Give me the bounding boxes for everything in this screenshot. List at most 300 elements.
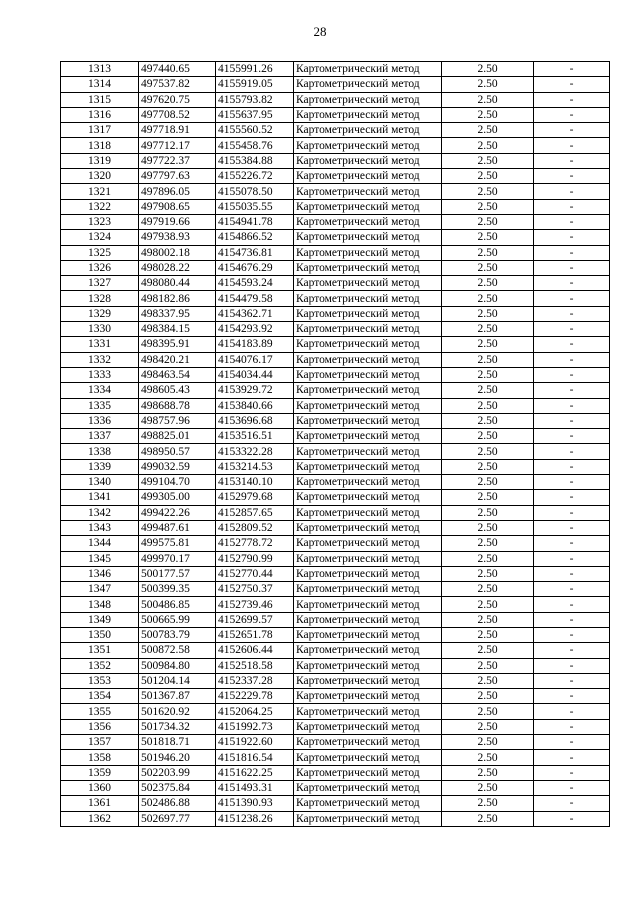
note-cell: - [534, 673, 610, 688]
point-number-cell: 1325 [61, 245, 139, 260]
point-number-cell: 1319 [61, 153, 139, 168]
x-coordinate-cell: 501946.20 [139, 750, 216, 765]
table-row [61, 153, 610, 168]
x-coordinate-cell: 501818.71 [139, 735, 216, 750]
y-coordinate-cell: 4153929.72 [216, 383, 294, 398]
x-coordinate-cell: 502486.88 [139, 796, 216, 811]
table-row [61, 383, 610, 398]
point-number-cell: 1360 [61, 780, 139, 795]
y-coordinate-cell: 4151493.31 [216, 780, 294, 795]
x-coordinate-cell: 497708.52 [139, 107, 216, 122]
accuracy-cell: 2.50 [442, 306, 534, 321]
x-coordinate-cell: 497896.05 [139, 184, 216, 199]
table-row [61, 490, 610, 505]
table-row [61, 582, 610, 597]
table-row [61, 459, 610, 474]
x-coordinate-cell: 502375.84 [139, 780, 216, 795]
table-row [61, 780, 610, 795]
accuracy-cell: 2.50 [442, 612, 534, 627]
method-cell: Картометрический метод [294, 260, 442, 275]
coordinates-table-body [61, 62, 610, 827]
table-row [61, 796, 610, 811]
method-cell: Картометрический метод [294, 199, 442, 214]
note-cell: - [534, 811, 610, 826]
x-coordinate-cell: 500486.85 [139, 597, 216, 612]
accuracy-cell: 2.50 [442, 138, 534, 153]
point-number-cell: 1358 [61, 750, 139, 765]
note-cell: - [534, 429, 610, 444]
point-number-cell: 1324 [61, 230, 139, 245]
y-coordinate-cell: 4151622.25 [216, 765, 294, 780]
method-cell: Картометрический метод [294, 673, 442, 688]
x-coordinate-cell: 501204.14 [139, 673, 216, 688]
method-cell: Картометрический метод [294, 627, 442, 642]
point-number-cell: 1361 [61, 796, 139, 811]
y-coordinate-cell: 4155793.82 [216, 92, 294, 107]
note-cell: - [534, 367, 610, 382]
accuracy-cell: 2.50 [442, 505, 534, 520]
y-coordinate-cell: 4152229.78 [216, 689, 294, 704]
table-row [61, 62, 610, 77]
table-row [61, 811, 610, 826]
y-coordinate-cell: 4152064.25 [216, 704, 294, 719]
table-row [61, 658, 610, 673]
accuracy-cell: 2.50 [442, 536, 534, 551]
note-cell: - [534, 459, 610, 474]
accuracy-cell: 2.50 [442, 245, 534, 260]
accuracy-cell: 2.50 [442, 367, 534, 382]
method-cell: Картометрический метод [294, 582, 442, 597]
note-cell: - [534, 153, 610, 168]
x-coordinate-cell: 500177.57 [139, 566, 216, 581]
x-coordinate-cell: 499305.00 [139, 490, 216, 505]
method-cell: Картометрический метод [294, 566, 442, 581]
accuracy-cell: 2.50 [442, 597, 534, 612]
note-cell: - [534, 199, 610, 214]
note-cell: - [534, 520, 610, 535]
x-coordinate-cell: 498605.43 [139, 383, 216, 398]
point-number-cell: 1315 [61, 92, 139, 107]
y-coordinate-cell: 4154076.17 [216, 352, 294, 367]
method-cell: Картометрический метод [294, 352, 442, 367]
y-coordinate-cell: 4154736.81 [216, 245, 294, 260]
coordinates-table [60, 61, 610, 827]
method-cell: Картометрический метод [294, 444, 442, 459]
table-row [61, 337, 610, 352]
note-cell: - [534, 551, 610, 566]
x-coordinate-cell: 498080.44 [139, 276, 216, 291]
table-row [61, 505, 610, 520]
note-cell: - [534, 214, 610, 229]
table-row [61, 551, 610, 566]
note-cell: - [534, 413, 610, 428]
point-number-cell: 1335 [61, 398, 139, 413]
y-coordinate-cell: 4153840.66 [216, 398, 294, 413]
y-coordinate-cell: 4154362.71 [216, 306, 294, 321]
y-coordinate-cell: 4152606.44 [216, 643, 294, 658]
y-coordinate-cell: 4154593.24 [216, 276, 294, 291]
x-coordinate-cell: 497620.75 [139, 92, 216, 107]
method-cell: Картометрический метод [294, 612, 442, 627]
accuracy-cell: 2.50 [442, 551, 534, 566]
note-cell: - [534, 62, 610, 77]
accuracy-cell: 2.50 [442, 169, 534, 184]
point-number-cell: 1354 [61, 689, 139, 704]
point-number-cell: 1332 [61, 352, 139, 367]
table-row [61, 123, 610, 138]
method-cell: Картометрический метод [294, 551, 442, 566]
point-number-cell: 1328 [61, 291, 139, 306]
point-number-cell: 1343 [61, 520, 139, 535]
y-coordinate-cell: 4154293.92 [216, 322, 294, 337]
table-row [61, 184, 610, 199]
y-coordinate-cell: 4153516.51 [216, 429, 294, 444]
point-number-cell: 1340 [61, 475, 139, 490]
x-coordinate-cell: 499487.61 [139, 520, 216, 535]
note-cell: - [534, 230, 610, 245]
note-cell: - [534, 322, 610, 337]
x-coordinate-cell: 501367.87 [139, 689, 216, 704]
note-cell: - [534, 444, 610, 459]
table-row [61, 352, 610, 367]
point-number-cell: 1342 [61, 505, 139, 520]
note-cell: - [534, 597, 610, 612]
method-cell: Картометрический метод [294, 796, 442, 811]
y-coordinate-cell: 4151816.54 [216, 750, 294, 765]
x-coordinate-cell: 497797.63 [139, 169, 216, 184]
x-coordinate-cell: 498028.22 [139, 260, 216, 275]
note-cell: - [534, 627, 610, 642]
y-coordinate-cell: 4152750.37 [216, 582, 294, 597]
table-row [61, 77, 610, 92]
point-number-cell: 1349 [61, 612, 139, 627]
point-number-cell: 1333 [61, 367, 139, 382]
accuracy-cell: 2.50 [442, 475, 534, 490]
table-row [61, 322, 610, 337]
accuracy-cell: 2.50 [442, 322, 534, 337]
table-row [61, 475, 610, 490]
table-row [61, 597, 610, 612]
method-cell: Картометрический метод [294, 536, 442, 551]
method-cell: Картометрический метод [294, 597, 442, 612]
note-cell: - [534, 92, 610, 107]
y-coordinate-cell: 4154941.78 [216, 214, 294, 229]
note-cell: - [534, 536, 610, 551]
point-number-cell: 1317 [61, 123, 139, 138]
method-cell: Картометрический метод [294, 306, 442, 321]
point-number-cell: 1320 [61, 169, 139, 184]
x-coordinate-cell: 499970.17 [139, 551, 216, 566]
accuracy-cell: 2.50 [442, 398, 534, 413]
point-number-cell: 1341 [61, 490, 139, 505]
point-number-cell: 1339 [61, 459, 139, 474]
note-cell: - [534, 566, 610, 581]
y-coordinate-cell: 4154183.89 [216, 337, 294, 352]
x-coordinate-cell: 499104.70 [139, 475, 216, 490]
method-cell: Картометрический метод [294, 245, 442, 260]
method-cell: Картометрический метод [294, 138, 442, 153]
note-cell: - [534, 582, 610, 597]
table-row [61, 398, 610, 413]
note-cell: - [534, 658, 610, 673]
point-number-cell: 1326 [61, 260, 139, 275]
accuracy-cell: 2.50 [442, 796, 534, 811]
point-number-cell: 1330 [61, 322, 139, 337]
method-cell: Картометрический метод [294, 520, 442, 535]
method-cell: Картометрический метод [294, 658, 442, 673]
y-coordinate-cell: 4153696.68 [216, 413, 294, 428]
y-coordinate-cell: 4151390.93 [216, 796, 294, 811]
point-number-cell: 1334 [61, 383, 139, 398]
table-row [61, 643, 610, 658]
table-row [61, 199, 610, 214]
method-cell: Картометрический метод [294, 92, 442, 107]
point-number-cell: 1352 [61, 658, 139, 673]
table-row [61, 413, 610, 428]
table-row [61, 750, 610, 765]
accuracy-cell: 2.50 [442, 92, 534, 107]
point-number-cell: 1321 [61, 184, 139, 199]
point-number-cell: 1336 [61, 413, 139, 428]
accuracy-cell: 2.50 [442, 643, 534, 658]
x-coordinate-cell: 498395.91 [139, 337, 216, 352]
note-cell: - [534, 475, 610, 490]
accuracy-cell: 2.50 [442, 582, 534, 597]
x-coordinate-cell: 500399.35 [139, 582, 216, 597]
point-number-cell: 1313 [61, 62, 139, 77]
note-cell: - [534, 765, 610, 780]
method-cell: Картометрический метод [294, 765, 442, 780]
point-number-cell: 1318 [61, 138, 139, 153]
method-cell: Картометрический метод [294, 123, 442, 138]
table-row [61, 367, 610, 382]
y-coordinate-cell: 4151238.26 [216, 811, 294, 826]
method-cell: Картометрический метод [294, 413, 442, 428]
accuracy-cell: 2.50 [442, 337, 534, 352]
accuracy-cell: 2.50 [442, 765, 534, 780]
y-coordinate-cell: 4155919.05 [216, 77, 294, 92]
x-coordinate-cell: 498757.96 [139, 413, 216, 428]
method-cell: Картометрический метод [294, 153, 442, 168]
table-row [61, 260, 610, 275]
table-row [61, 765, 610, 780]
method-cell: Картометрический метод [294, 276, 442, 291]
method-cell: Картометрический метод [294, 214, 442, 229]
method-cell: Картометрический метод [294, 398, 442, 413]
note-cell: - [534, 138, 610, 153]
method-cell: Картометрический метод [294, 689, 442, 704]
y-coordinate-cell: 4152770.44 [216, 566, 294, 581]
point-number-cell: 1344 [61, 536, 139, 551]
point-number-cell: 1347 [61, 582, 139, 597]
note-cell: - [534, 796, 610, 811]
accuracy-cell: 2.50 [442, 383, 534, 398]
note-cell: - [534, 750, 610, 765]
table-row [61, 276, 610, 291]
method-cell: Картометрический метод [294, 719, 442, 734]
accuracy-cell: 2.50 [442, 276, 534, 291]
accuracy-cell: 2.50 [442, 77, 534, 92]
y-coordinate-cell: 4152979.68 [216, 490, 294, 505]
method-cell: Картометрический метод [294, 383, 442, 398]
method-cell: Картометрический метод [294, 337, 442, 352]
note-cell: - [534, 260, 610, 275]
table-row [61, 536, 610, 551]
y-coordinate-cell: 4154479.58 [216, 291, 294, 306]
table-row [61, 566, 610, 581]
table-row [61, 673, 610, 688]
x-coordinate-cell: 498337.95 [139, 306, 216, 321]
point-number-cell: 1331 [61, 337, 139, 352]
x-coordinate-cell: 502203.99 [139, 765, 216, 780]
y-coordinate-cell: 4155991.26 [216, 62, 294, 77]
x-coordinate-cell: 499422.26 [139, 505, 216, 520]
y-coordinate-cell: 4153214.53 [216, 459, 294, 474]
method-cell: Картометрический метод [294, 643, 442, 658]
point-number-cell: 1322 [61, 199, 139, 214]
point-number-cell: 1362 [61, 811, 139, 826]
method-cell: Картометрический метод [294, 735, 442, 750]
x-coordinate-cell: 498950.57 [139, 444, 216, 459]
table-row [61, 214, 610, 229]
accuracy-cell: 2.50 [442, 673, 534, 688]
x-coordinate-cell: 498420.21 [139, 352, 216, 367]
accuracy-cell: 2.50 [442, 735, 534, 750]
accuracy-cell: 2.50 [442, 62, 534, 77]
note-cell: - [534, 505, 610, 520]
table-row [61, 520, 610, 535]
note-cell: - [534, 169, 610, 184]
x-coordinate-cell: 498688.78 [139, 398, 216, 413]
y-coordinate-cell: 4152651.78 [216, 627, 294, 642]
x-coordinate-cell: 500783.79 [139, 627, 216, 642]
y-coordinate-cell: 4152739.46 [216, 597, 294, 612]
note-cell: - [534, 643, 610, 658]
method-cell: Картометрический метод [294, 475, 442, 490]
method-cell: Картометрический метод [294, 811, 442, 826]
table-row [61, 704, 610, 719]
note-cell: - [534, 398, 610, 413]
method-cell: Картометрический метод [294, 184, 442, 199]
x-coordinate-cell: 500984.80 [139, 658, 216, 673]
method-cell: Картометрический метод [294, 77, 442, 92]
method-cell: Картометрический метод [294, 750, 442, 765]
point-number-cell: 1350 [61, 627, 139, 642]
accuracy-cell: 2.50 [442, 704, 534, 719]
y-coordinate-cell: 4154866.52 [216, 230, 294, 245]
table-row [61, 689, 610, 704]
x-coordinate-cell: 498384.15 [139, 322, 216, 337]
table-row [61, 245, 610, 260]
accuracy-cell: 2.50 [442, 107, 534, 122]
note-cell: - [534, 276, 610, 291]
x-coordinate-cell: 497718.91 [139, 123, 216, 138]
note-cell: - [534, 245, 610, 260]
table-row [61, 107, 610, 122]
point-number-cell: 1357 [61, 735, 139, 750]
accuracy-cell: 2.50 [442, 123, 534, 138]
x-coordinate-cell: 501620.92 [139, 704, 216, 719]
accuracy-cell: 2.50 [442, 520, 534, 535]
accuracy-cell: 2.50 [442, 780, 534, 795]
accuracy-cell: 2.50 [442, 689, 534, 704]
accuracy-cell: 2.50 [442, 153, 534, 168]
point-number-cell: 1337 [61, 429, 139, 444]
x-coordinate-cell: 498182.86 [139, 291, 216, 306]
table-row [61, 92, 610, 107]
y-coordinate-cell: 4152857.65 [216, 505, 294, 520]
x-coordinate-cell: 499575.81 [139, 536, 216, 551]
accuracy-cell: 2.50 [442, 627, 534, 642]
x-coordinate-cell: 500872.58 [139, 643, 216, 658]
x-coordinate-cell: 498002.18 [139, 245, 216, 260]
method-cell: Картометрический метод [294, 107, 442, 122]
x-coordinate-cell: 497908.65 [139, 199, 216, 214]
y-coordinate-cell: 4155035.55 [216, 199, 294, 214]
accuracy-cell: 2.50 [442, 214, 534, 229]
y-coordinate-cell: 4155560.52 [216, 123, 294, 138]
x-coordinate-cell: 497440.65 [139, 62, 216, 77]
method-cell: Картометрический метод [294, 62, 442, 77]
y-coordinate-cell: 4152337.28 [216, 673, 294, 688]
method-cell: Картометрический метод [294, 780, 442, 795]
method-cell: Картометрический метод [294, 230, 442, 245]
accuracy-cell: 2.50 [442, 184, 534, 199]
table-row [61, 230, 610, 245]
table-row [61, 138, 610, 153]
accuracy-cell: 2.50 [442, 490, 534, 505]
point-number-cell: 1323 [61, 214, 139, 229]
x-coordinate-cell: 497938.93 [139, 230, 216, 245]
method-cell: Картометрический метод [294, 291, 442, 306]
y-coordinate-cell: 4154034.44 [216, 367, 294, 382]
table-row [61, 429, 610, 444]
point-number-cell: 1351 [61, 643, 139, 658]
accuracy-cell: 2.50 [442, 413, 534, 428]
y-coordinate-cell: 4155226.72 [216, 169, 294, 184]
method-cell: Картометрический метод [294, 490, 442, 505]
accuracy-cell: 2.50 [442, 429, 534, 444]
table-row [61, 306, 610, 321]
note-cell: - [534, 352, 610, 367]
point-number-cell: 1327 [61, 276, 139, 291]
note-cell: - [534, 184, 610, 199]
y-coordinate-cell: 4155078.50 [216, 184, 294, 199]
method-cell: Картометрический метод [294, 367, 442, 382]
y-coordinate-cell: 4152699.57 [216, 612, 294, 627]
y-coordinate-cell: 4151922.60 [216, 735, 294, 750]
note-cell: - [534, 107, 610, 122]
accuracy-cell: 2.50 [442, 750, 534, 765]
y-coordinate-cell: 4155637.95 [216, 107, 294, 122]
note-cell: - [534, 337, 610, 352]
x-coordinate-cell: 498825.01 [139, 429, 216, 444]
table-row [61, 719, 610, 734]
accuracy-cell: 2.50 [442, 566, 534, 581]
accuracy-cell: 2.50 [442, 444, 534, 459]
point-number-cell: 1346 [61, 566, 139, 581]
method-cell: Картометрический метод [294, 505, 442, 520]
method-cell: Картометрический метод [294, 704, 442, 719]
y-coordinate-cell: 4154676.29 [216, 260, 294, 275]
table-row [61, 444, 610, 459]
method-cell: Картометрический метод [294, 322, 442, 337]
note-cell: - [534, 612, 610, 627]
accuracy-cell: 2.50 [442, 352, 534, 367]
note-cell: - [534, 689, 610, 704]
note-cell: - [534, 306, 610, 321]
accuracy-cell: 2.50 [442, 291, 534, 306]
